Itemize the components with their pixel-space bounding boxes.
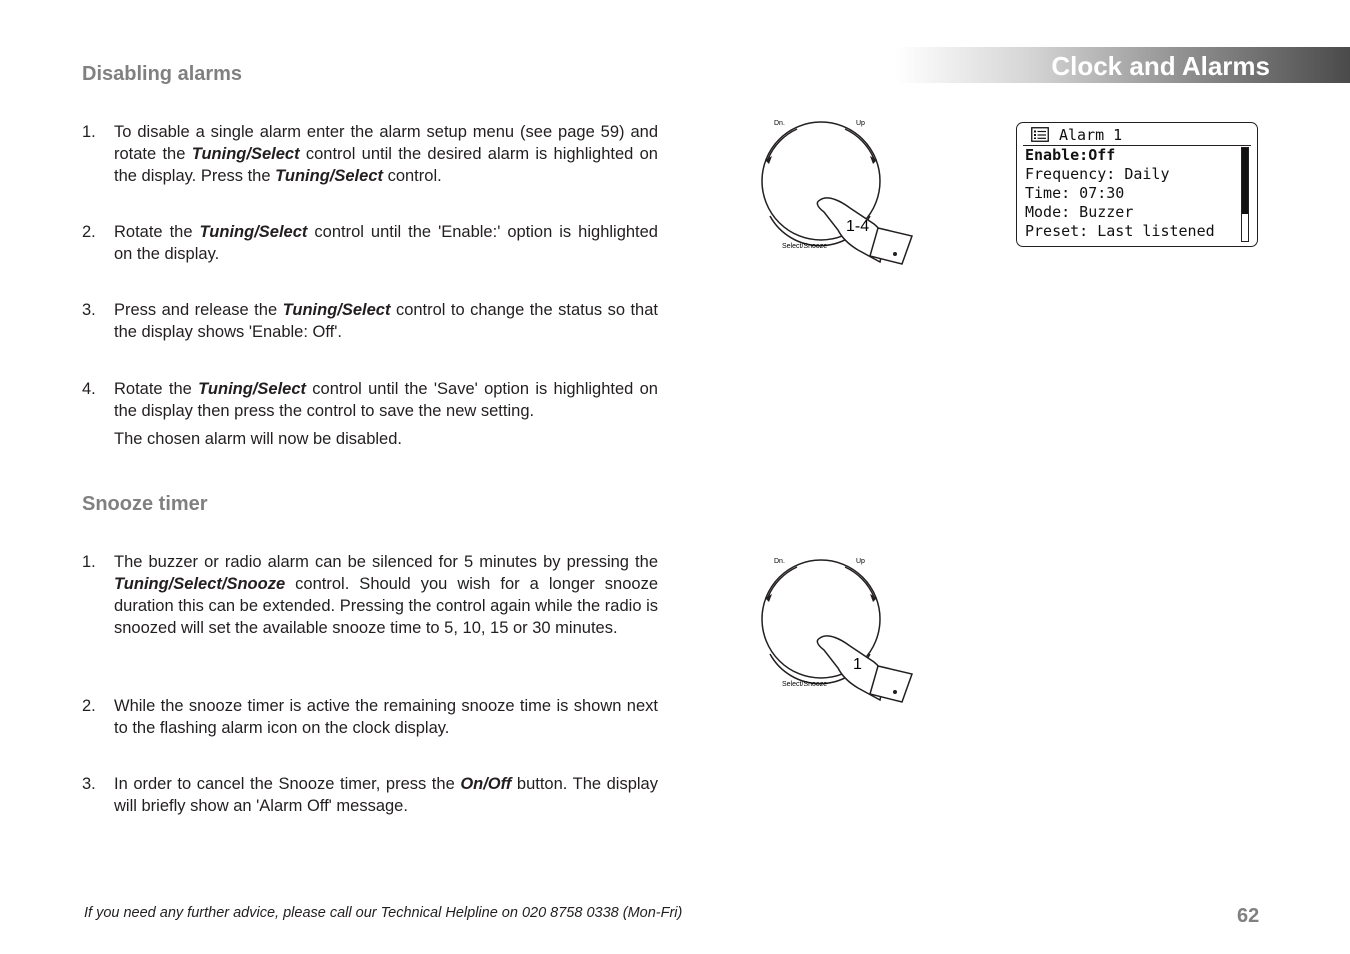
knob-step-label: 1 xyxy=(853,656,862,673)
step-item xyxy=(82,299,658,343)
step-item xyxy=(82,773,658,817)
lcd-line-mode: Mode: Buzzer xyxy=(1025,203,1134,221)
lcd-line-frequency: Frequency: Daily xyxy=(1025,165,1170,183)
step-text: Rotate the Tuning/Select control until the 'Save' option is highlighted on the display then press the control to save the new setting. xyxy=(114,380,658,420)
lcd-line-preset: Preset: Last listened xyxy=(1025,222,1215,240)
knob-step-label: 1-4 xyxy=(846,218,870,235)
tuning-knob-diagram xyxy=(752,112,922,272)
step-number: 4. xyxy=(82,380,96,398)
section-title-disabling-alarms: Disabling alarms xyxy=(82,63,243,85)
page-number: 62 xyxy=(1237,905,1260,927)
step-text: Press and release the Tuning/Select control to change the status so that the display shows 'Enable: Off'. xyxy=(114,301,658,341)
menu-list-icon xyxy=(1031,127,1049,146)
step-item xyxy=(82,221,658,265)
lcd-display xyxy=(1016,122,1258,247)
step-text: Rotate the Tuning/Select control until the 'Enable:' option is highlighted on the display. xyxy=(114,223,658,263)
section-title-snooze-timer: Snooze timer xyxy=(82,493,208,515)
knob-dn-label: Dn. xyxy=(774,558,785,565)
step-item xyxy=(82,121,658,187)
step-item xyxy=(82,551,658,639)
step-text: To disable a single alarm enter the alarm setup menu (see page 59) and rotate the Tuning/Select control until the desired alarm is highlighted on the display. Press the Tuning/Select control. xyxy=(114,123,658,185)
step-number: 3. xyxy=(82,775,96,793)
lcd-title: Alarm 1 xyxy=(1059,126,1123,144)
lcd-scrollbar-thumb xyxy=(1242,148,1248,214)
knob-up-label: Up xyxy=(856,558,865,565)
lcd-line-enable: Enable:Off xyxy=(1025,146,1116,164)
knob-select-label: Select/Snooze xyxy=(782,681,828,688)
lcd-header xyxy=(1023,125,1251,146)
step-item xyxy=(82,695,658,739)
knob-up-label: Up xyxy=(856,120,865,127)
footer-helpline: If you need any further advice, please call our Technical Helpline on 020 8758 0338 (Mon-Fri) xyxy=(84,905,683,921)
step-number: 2. xyxy=(82,223,96,241)
knob-dn-label: Dn. xyxy=(774,120,785,127)
lcd-line-time: Time: 07:30 xyxy=(1025,184,1125,202)
step-number: 1. xyxy=(82,123,96,141)
step-text: In order to cancel the Snooze timer, press the On/Off button. The display will briefly show an 'Alarm Off' message. xyxy=(114,775,658,815)
step-item xyxy=(82,378,658,422)
step-number: 2. xyxy=(82,697,96,715)
note-text: The chosen alarm will now be disabled. xyxy=(114,430,402,448)
chapter-title: Clock and Alarms xyxy=(1051,51,1270,81)
tuning-knob-diagram xyxy=(752,550,922,710)
knob-select-label: Select/Snooze xyxy=(782,243,828,250)
lcd-scrollbar xyxy=(1241,147,1249,242)
step-text: While the snooze timer is active the remaining snooze time is shown next to the flashing alarm icon on the clock display. xyxy=(114,697,658,737)
step-number: 1. xyxy=(82,553,96,571)
step-number: 3. xyxy=(82,301,96,319)
step-text: The buzzer or radio alarm can be silenced for 5 minutes by pressing the Tuning/Select/Snooze control. Should you wish for a longer snooze duration this can be extended. Pressing the control again while the radio is snoozed will set the available snooze time to 5, 10, 15 or 30 minutes. xyxy=(114,553,658,637)
header-bar xyxy=(896,47,1350,83)
